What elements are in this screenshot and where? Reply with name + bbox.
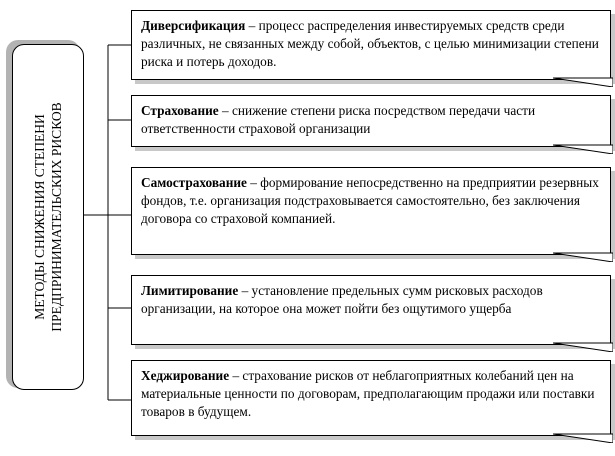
card-text: [141, 17, 605, 71]
method-definition: – процесс распределения инвестируемых средств среди различных, не связанных между собой, объектов, с целью минимизации степени риска и потерь доходов.: [141, 18, 599, 69]
method-card-hedging: [131, 360, 611, 436]
method-definition: – формирование непосредственно на предприятии резервных фондов, т.е. организация подстраховывается самостоятельно, без заключения договора со страховой компанией.: [141, 175, 599, 226]
method-card-insurance: [131, 95, 611, 147]
card-fold-corner: [553, 246, 613, 262]
card-text: [141, 102, 605, 138]
method-card-limiting: [131, 275, 611, 345]
card-text: [141, 367, 605, 421]
method-term: Лимитирование: [141, 283, 239, 298]
side-label-text: [31, 52, 65, 382]
method-term: Самострахование: [141, 175, 247, 190]
card-fold-corner: [553, 427, 613, 443]
method-definition: – снижение степени риска посредством передачи части ответственности страховой организации: [141, 103, 536, 136]
card-fold-corner: [553, 138, 613, 154]
card-fold-corner: [553, 336, 613, 352]
method-card-self-insurance: [131, 167, 611, 255]
card-text: [141, 282, 605, 318]
card-text: [141, 174, 605, 228]
method-term: Диверсификация: [141, 18, 246, 33]
side-label-box: [12, 44, 84, 390]
side-label-block: [6, 40, 86, 392]
side-label-line-2: ПРЕДПРИНИМАТЕЛЬСКИХ РИСКОВ: [49, 102, 64, 332]
card-fold-corner: [553, 71, 613, 87]
method-term: Хеджирование: [141, 368, 230, 383]
method-card-diversification: [131, 10, 611, 80]
side-label-line-1: МЕТОДЫ СНИЖЕНИЯ СТЕПЕНИ: [32, 114, 47, 320]
method-term: Страхование: [141, 103, 219, 118]
method-definition: – установление предельных сумм рисковых расходов организации, на которое она может пойти без ощутимого ущерба: [141, 283, 543, 316]
method-definition: – страхование рисков от неблагоприятных колебаний цен на материальные ценности по договорам, предполагающим продажи или поставки товаров в будущем.: [141, 368, 595, 419]
